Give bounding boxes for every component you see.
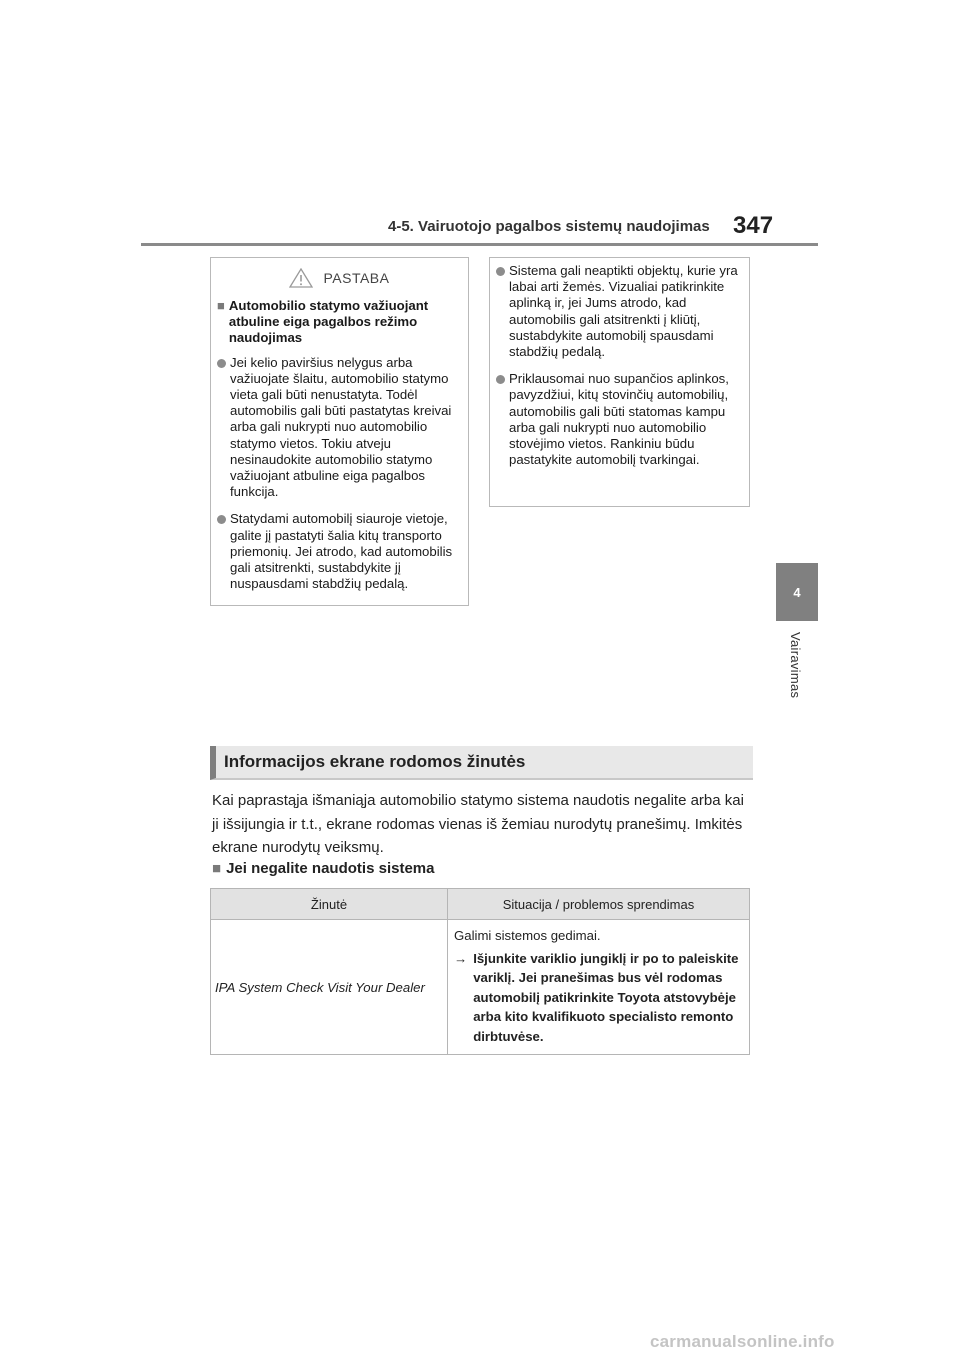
section-heading: Informacijos ekrane rodomos žinutės: [210, 746, 753, 780]
situation-text: Galimi sistemos gedimai.: [454, 928, 601, 943]
dot-bullet-icon: [217, 515, 226, 524]
list-item: [496, 263, 743, 360]
message-cell: IPA System Check Visit Your Dealer: [211, 920, 448, 1055]
caution-heading-text: Automobilio statymo važiuojant atbuline eiga pagalbos režimo naudojimas: [228, 298, 429, 346]
table-row: [211, 920, 750, 1055]
chapter-label: Vairavimas: [788, 632, 803, 699]
section-header-title: 4-5. Vairuotojo pagalbos sistemų naudojimas: [388, 218, 710, 235]
dot-bullet-icon: [496, 267, 505, 276]
dot-bullet-icon: [217, 359, 226, 368]
intro-paragraph: Kai paprastąja išmaniąja automobilio statymo sistema naudotis negalite arba kai ji išsijungia ir t.t., ekrane rodomas vienas iš žemiau nurodytų pranešimų. Imkitės ekrane nurodytų veiksmų.: [212, 792, 744, 856]
subheading-text: Jei negalite naudotis sistema: [226, 860, 435, 877]
warning-triangle-icon: [289, 268, 313, 288]
dot-bullet-icon: [496, 375, 505, 384]
page-number: 347: [733, 212, 774, 239]
caution-box-left: [210, 257, 469, 606]
list-item: [217, 511, 462, 592]
messages-table: [210, 888, 750, 1055]
list-item-text: Priklausomai nuo supančios aplinkos, pavyzdžiui, kitų stovinčių automobilių, automobilis gali būti statomas kampu arba gali nukrypti nuo automobilio stovėjimo vietos. Rankiniu būdu pastatykite automobilį tvarkingai.: [509, 371, 729, 468]
list-item: [496, 371, 743, 468]
list-item-text: Sistema gali neaptikti objektų, kurie yra labai arti žemės. Vizualiai patikrinkite aplinką ir, jei Jums atrodo, kad automobilis gali atsitrenkti į kliūtį, sustabdykite automobilį spausdami stabdžių pedalą.: [509, 263, 738, 360]
chapter-number: 4: [793, 584, 801, 600]
column-header-message: Žinutė: [211, 889, 448, 920]
square-bullet-icon: ■: [217, 298, 225, 313]
watermark: carmanualsonline.info: [650, 1332, 835, 1351]
caution-box-right: [489, 257, 750, 507]
list-item-text: Jei kelio paviršius nelygus arba važiuojate šlaitu, automobilio statymo vieta gali būti nenustatyta. Todėl automobilis gali būti pastatytas kreivai arba gali nukrypti nuo automobilio statymo vietos. Tokiu atveju nesinaudokite automobilio statymo važiuojant atbuline eiga pagalbos funkcija.: [230, 354, 452, 500]
caution-heading: [217, 298, 462, 347]
table-header-row: [211, 889, 750, 920]
situation-cell: [448, 920, 750, 1055]
list-item-text: Statydami automobilį siauroje vietoje, galite jį pastatyti šalia kitų transporto priemonių. Jei atrodo, kad automobilis gali atsitrenkti, sustabdykite jį nuspausdami stabdžių pedalą.: [230, 511, 453, 592]
column-header-situation: Situacija / problemos sprendimas: [448, 889, 750, 920]
action-text: Išjunkite variklio jungiklį ir po to paleiskite variklį. Jei pranešimas bus vėl rodomas automobilį patikrinkite Toyota atstovybėje arba kito kvalifikuoto specialisto remonto dirbtuvėse.: [473, 950, 739, 1044]
caution-title: PASTABA: [323, 269, 390, 286]
action-step: [454, 949, 745, 1047]
chapter-tab: [776, 563, 818, 621]
subheading: [212, 860, 434, 877]
header-divider: [141, 243, 818, 246]
arrow-right-icon: →: [454, 950, 468, 966]
square-bullet-icon: ■: [212, 860, 222, 877]
list-item: [217, 355, 462, 501]
caution-header: [217, 268, 462, 288]
